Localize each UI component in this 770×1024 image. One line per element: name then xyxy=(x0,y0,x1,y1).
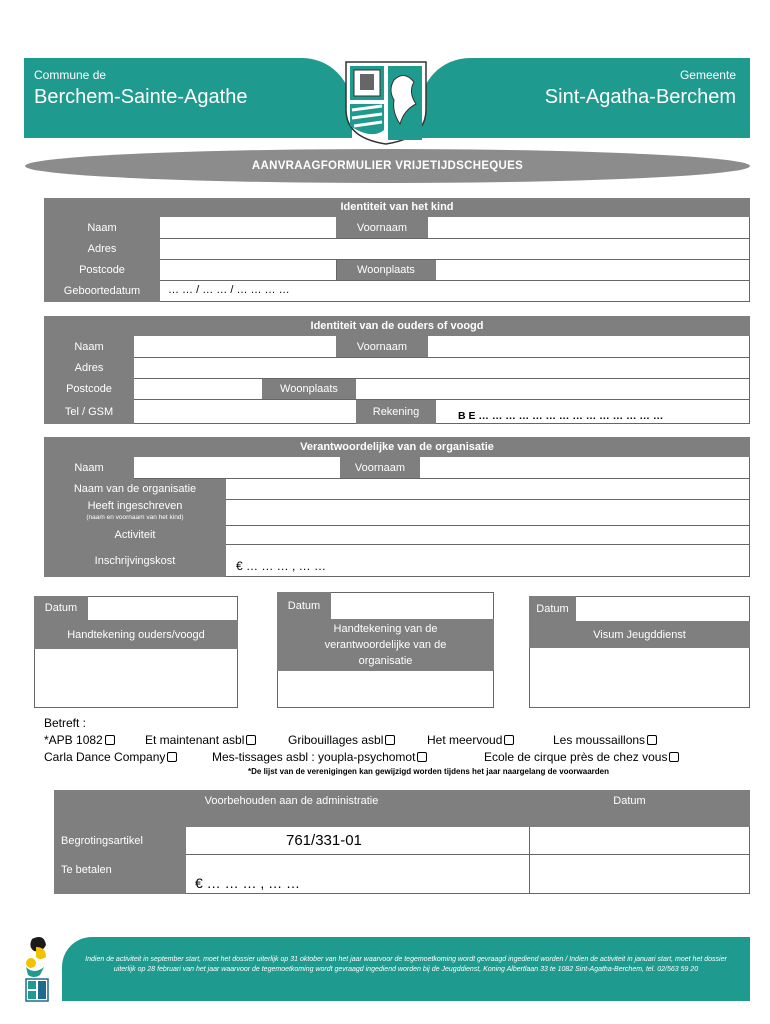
signature-ouders-datum-label: Datum xyxy=(34,596,88,620)
footer-notice: Indien de activiteit in september start, moet het dossier uiterlijk op 31 oktober van het jaar waarvoor de tegemoetkoming wordt gevraagd ingediend worden / Indien de activiteit in januari start, moet het dossier uiterlijk op 28 februari van het jaar waarvoor de tegemoetkoming wordt gevraagd ingediend worden bij de Jeugddienst, Koning Albertlaan 33 te 1082 Sint-Agatha-Berchem, tel. 02/563 59 20 xyxy=(62,937,750,1001)
betreft-option-label: Het meervoud xyxy=(427,733,503,747)
admin-betalen-value[interactable]: € … … … , … … xyxy=(195,875,301,891)
kind-postcode-label: Postcode xyxy=(44,259,160,280)
checkbox[interactable] xyxy=(167,752,177,762)
org-ingeschreven-sub: (naam en voornaam van het kind) xyxy=(86,514,184,521)
admin-datum-field[interactable] xyxy=(529,827,750,894)
betreft-option[interactable] xyxy=(212,750,427,764)
kind-voornaam-field[interactable] xyxy=(428,217,750,238)
checkbox[interactable] xyxy=(417,752,427,762)
admin-betalen-label: Te betalen xyxy=(54,854,186,894)
org-activiteit-field[interactable] xyxy=(226,525,750,544)
kind-voornaam-label: Voornaam xyxy=(336,217,428,238)
header-right-banner xyxy=(420,58,750,138)
visum-datum-label: Datum xyxy=(529,596,576,621)
section-ouders-title: Identiteit van de ouders of voogd xyxy=(44,316,750,336)
kind-woonplaats-field[interactable] xyxy=(436,259,750,280)
betreft-option[interactable] xyxy=(484,750,679,764)
ouders-voornaam-label: Voornaam xyxy=(336,336,428,357)
coat-of-arms-logo xyxy=(342,60,430,146)
ouders-rekening-value[interactable]: B E … … … … … … … … … … … … … … xyxy=(458,410,664,422)
betreft-footnote: *De lijst van de verenigingen kan gewijzigd worden tijdens het jaar naargelang de voorwaarden xyxy=(248,767,609,776)
visum-field[interactable] xyxy=(529,648,750,708)
org-naam-label: Naam xyxy=(44,457,134,478)
header-left-banner xyxy=(24,58,352,138)
admin-artikel-value: 761/331-01 xyxy=(286,832,362,849)
ouders-adres-label: Adres xyxy=(44,357,134,378)
org-ingeschreven-text: Heeft ingeschreven xyxy=(87,500,183,512)
header-left-small: Commune de xyxy=(34,68,107,82)
ouders-woonplaats-field[interactable] xyxy=(356,378,750,399)
betreft-option-label: Et maintenant asbl xyxy=(145,733,245,747)
section-organisatie-title: Verantwoordelijke van de organisatie xyxy=(44,437,750,457)
betreft-option[interactable] xyxy=(288,733,395,747)
admin-artikel-label: Begrotingsartikel xyxy=(54,827,186,854)
checkbox[interactable] xyxy=(385,735,395,745)
mascot-logo xyxy=(22,935,52,1003)
signature-organisatie-label: Handtekening van de verantwoordelijke van de organisatie xyxy=(277,619,494,671)
ouders-tel-label: Tel / GSM xyxy=(44,399,134,424)
ouders-naam-field[interactable] xyxy=(134,336,336,357)
org-voornaam-field[interactable] xyxy=(420,457,750,478)
checkbox[interactable] xyxy=(105,735,115,745)
ouders-adres-field[interactable] xyxy=(134,357,750,378)
betreft-option-label: Carla Dance Company xyxy=(44,750,166,764)
org-activiteit-label: Activiteit xyxy=(44,525,226,544)
kind-geboortedatum-label: Geboortedatum xyxy=(44,280,160,302)
betreft-option-label: Les moussaillons xyxy=(553,733,646,747)
signature-ouders-label: Handtekening ouders/voogd xyxy=(34,620,238,649)
signature-organisatie-field[interactable] xyxy=(277,671,494,708)
org-naam-org-label: Naam van de organisatie xyxy=(44,478,226,499)
visum-datum-field[interactable] xyxy=(576,596,750,621)
betreft-label: Betreft : xyxy=(44,716,87,730)
signature-ouders-field[interactable] xyxy=(34,649,238,708)
ouders-naam-label: Naam xyxy=(44,336,134,357)
org-voornaam-label: Voornaam xyxy=(340,457,420,478)
betreft-option-label: Ecole de cirque près de chez vous xyxy=(484,750,668,764)
kind-naam-field[interactable] xyxy=(160,217,336,238)
kind-adres-label: Adres xyxy=(44,238,160,259)
section-kind-title: Identiteit van het kind xyxy=(44,198,750,217)
checkbox[interactable] xyxy=(669,752,679,762)
signature-ouders-datum-field[interactable] xyxy=(88,596,238,620)
signature-organisatie-datum-field[interactable] xyxy=(331,592,494,619)
betreft-option[interactable] xyxy=(553,733,657,747)
ouders-postcode-label: Postcode xyxy=(44,378,134,399)
visum-jeugddienst-label: Visum Jeugddienst xyxy=(529,621,750,648)
admin-title: Voorbehouden aan de administratie xyxy=(54,790,529,827)
checkbox[interactable] xyxy=(246,735,256,745)
betreft-option[interactable] xyxy=(427,733,514,747)
org-row-line xyxy=(226,544,750,545)
org-kost-label: Inschrijvingskost xyxy=(44,544,226,577)
betreft-option-label: Mes-tissages asbl : youpla-psychomot xyxy=(212,750,416,764)
checkbox[interactable] xyxy=(647,735,657,745)
org-ingeschreven-label xyxy=(44,499,226,525)
betreft-option[interactable] xyxy=(44,733,115,747)
kind-woonplaats-label: Woonplaats xyxy=(336,259,436,280)
kind-geboortedatum-value[interactable]: … … / … … / … … … … xyxy=(168,284,290,296)
ouders-voornaam-field[interactable] xyxy=(428,336,750,357)
ouders-rekening-label: Rekening xyxy=(356,399,436,424)
ouders-postcode-field[interactable] xyxy=(134,378,262,399)
betreft-option-label: *APB 1082 xyxy=(44,733,103,747)
checkbox[interactable] xyxy=(504,735,514,745)
betreft-option[interactable] xyxy=(145,733,256,747)
org-naam-field[interactable] xyxy=(134,457,340,478)
org-ingeschreven-field[interactable] xyxy=(226,499,750,525)
signature-organisatie-datum-label: Datum xyxy=(277,592,331,619)
form-title: AANVRAAGFORMULIER VRIJETIJDSCHEQUES xyxy=(25,149,750,183)
header-left-title: Berchem-Sainte-Agathe xyxy=(34,86,248,108)
admin-datum-label: Datum xyxy=(529,790,750,827)
header-right-title: Sint-Agatha-Berchem xyxy=(544,86,736,108)
ouders-woonplaats-label: Woonplaats xyxy=(262,378,356,399)
ouders-tel-field[interactable] xyxy=(134,399,356,424)
kind-row-line xyxy=(160,280,750,281)
kind-adres-field[interactable] xyxy=(160,238,750,259)
org-kost-value[interactable]: € … … … , … … xyxy=(236,559,327,573)
betreft-option-label: Gribouillages asbl xyxy=(288,733,384,747)
kind-postcode-field[interactable] xyxy=(160,259,336,280)
org-naam-org-field[interactable] xyxy=(226,478,750,499)
kind-col-line xyxy=(336,259,337,280)
header-right-small: Gemeente xyxy=(679,68,736,82)
kind-naam-label: Naam xyxy=(44,217,160,238)
betreft-option[interactable] xyxy=(44,750,177,764)
